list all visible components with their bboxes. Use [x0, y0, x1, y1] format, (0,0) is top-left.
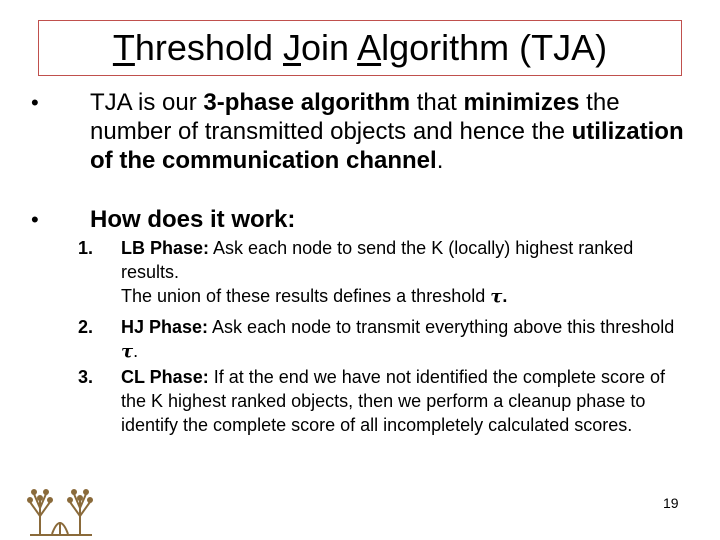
bullet-marker: •: [31, 207, 39, 232]
bullet-marker: •: [31, 90, 39, 115]
step-text: LB Phase: Ask each node to send the K (locally) highest ranked results. The union of these results defines a threshold τ.: [121, 238, 634, 307]
university-tree-logo: [22, 486, 100, 538]
bullet-text: How does it work:: [90, 206, 296, 233]
step-number: 3.: [78, 367, 94, 387]
slide-title: Threshold Join Algorithm (TJA): [112, 27, 608, 68]
bullet-text: TJA is our 3-phase algorithm that minimizes the number of transmitted objects and hence the utilization of the communication channel.: [90, 89, 684, 174]
step-text: CL Phase: If at the end we have not identified the complete score of the K highest ranked objects, then we perform a cleanup phase to identify the complete score of all incompletely calculated scores.: [121, 367, 665, 435]
step-number: 2.: [78, 317, 94, 337]
step-number: 1.: [78, 238, 94, 258]
page-number: 19: [663, 495, 679, 511]
step-text: HJ Phase: Ask each node to transmit everything above this threshold τ.: [121, 317, 675, 362]
title-box: [38, 20, 682, 76]
